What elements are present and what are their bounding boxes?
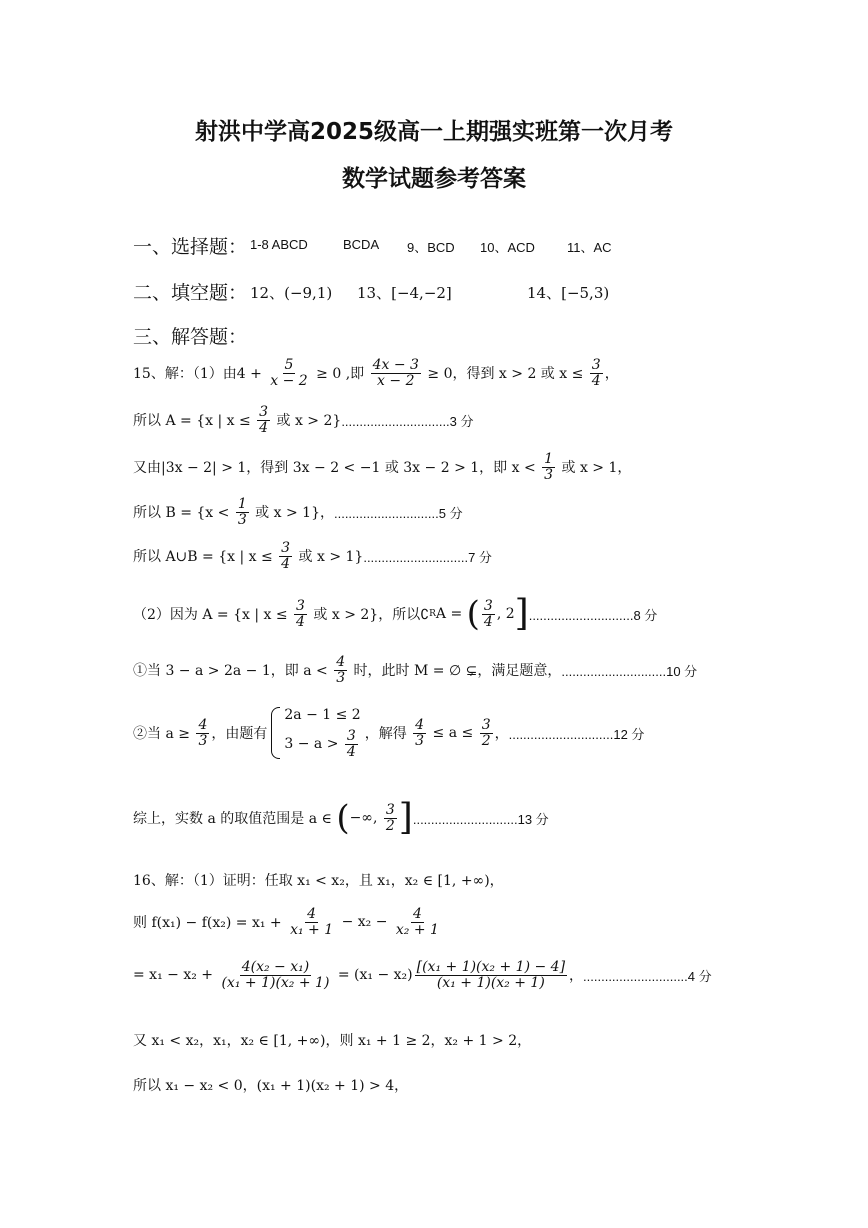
fraction: $\frac{3}{4}$ [296,597,305,630]
text: 所以 A = {x | x ≤ [133,413,256,430]
text: , 2 [496,606,515,622]
answer-9: 9、BCD [407,240,455,255]
text: ≥ 0，得到 x > 2 或 x ≤ [422,366,588,383]
score-dots: .............................13 分 [412,811,549,827]
fraction: $\frac{3}{4}$ [483,597,493,630]
text: 综上，实数 a 的取值范围是 a ∈ [133,811,337,827]
bracket-right: ] [514,593,529,634]
score-dots: .............................4 分 [583,968,712,984]
score-dots: .............................7 分 [363,549,492,565]
text: ①当 3 − a > 2a − 1，即 a < [133,663,333,680]
fraction: $\frac{3}{4}$ [259,404,269,436]
answer-12: 12、(−9,1) [250,284,333,302]
section-label: 三、解答题： [133,326,248,348]
score-dots: .............................10 分 [561,663,698,679]
text: = (x₁ − x₂) [333,967,413,984]
text: 所以 x₁ − x₂ < 0，(x₁ + 1)(x₂ + 1) > 4， [133,1078,409,1094]
text: 16、解：（1）证明：任取 x₁ < x₂，且 x₁，x₂ ∈ [1, +∞)， [133,873,504,889]
fraction: $\frac{4}{3}$ [336,654,346,686]
text: ， [494,726,509,743]
text: 又由|3x − 2| > 1，得到 3x − 2 < −1 或 3x − 2 > 1，即 x < [133,460,541,477]
q15-line-2 [133,405,474,435]
section-fill-blank [133,278,247,305]
exam-subtitle: 数学试题参考答案 [342,166,526,192]
score-dots: .............................12 分 [508,726,645,742]
exam-title: 射洪中学高2025级高一上期强实班第一次月考 [194,119,673,145]
q16-line-1 [133,870,504,890]
text: ， [604,366,619,383]
text: −∞, [349,810,382,826]
system-row: 2a − 1 ≤ 2 [284,707,361,723]
text: 则 f(x₁) − f(x₂) = x₁ + [133,915,287,932]
text: A = [435,606,467,622]
brace-left [271,707,280,759]
q15-line-1 [133,358,619,388]
text: （2）因为 A = {x | x ≤ [133,607,293,623]
text: ，由题有 [211,726,268,743]
fraction: $\frac{4}{\text{x₁ + 1}}$ [290,906,334,938]
fraction: $\frac{4}{3}$ [198,717,208,749]
q16-line-3 [133,960,712,990]
answer-11: 11、AC [567,240,612,255]
bracket-right: ] [398,797,413,838]
fraction: $\frac{\text{[(x₁ + 1)(x₂ + 1) − 4]}}{\text{(x₁ + 1)(x₂ + 1)}}$ [416,959,566,991]
subscript: R [429,609,436,619]
section-label: 二、填空题： [133,282,248,304]
fraction: $\frac{4x - 3}{x - 2}$ [372,357,419,389]
answer-5-8: BCDA [343,237,380,252]
text: 又 x₁ < x₂，x₁，x₂ ∈ [1, +∞)，则 x₁ + 1 ≥ 2，x₂ + 1 > 2， [133,1033,532,1049]
text: 或 x > 2} [272,413,342,430]
fraction: $\frac{1}{3}$ [237,496,247,528]
text: ②当 a ≥ [133,726,195,743]
paren-left: ( [336,798,350,838]
text: − x₂ − [337,914,392,931]
text: 3 − a > [284,736,343,753]
fraction: $\frac{\text{4(x₂ − x₁)}}{\text{(x₁ + 1)(x₂ + 1)}}$ [221,959,330,991]
text: 或 x > 1， [557,460,632,477]
q16-line-4 [133,1030,531,1050]
text: 15、解：（1）由4 + [133,366,267,383]
q15-line-3 [133,452,631,482]
fraction: $\frac{4}{\text{x₂ + 1}}$ [395,906,439,938]
answer-10: 10、ACD [480,240,535,255]
fraction: $\frac{1}{3}$ [544,451,554,483]
q16-line-5 [133,1075,408,1095]
q15-line-8 [133,707,644,759]
system-row [284,729,360,759]
q15-line-7 [133,655,697,685]
score-dots: .............................5 分 [333,505,463,521]
answer-13: 13、[−4,−2] [357,284,452,302]
answer-1-8: 1-8 ABCD [250,237,308,252]
text: 或 x > 1}， [250,505,334,522]
fraction: $\frac{3}{2}$ [481,717,491,749]
text: ，解得 [364,726,412,743]
fraction: $\frac{3}{4}$ [591,357,601,389]
fraction: $\frac{5}{x - 2}$ [270,357,308,389]
q15-line-5 [133,541,492,571]
text: ≤ a ≤ [428,725,478,742]
fraction: $\frac{4}{3}$ [415,717,425,749]
text: ， [569,968,584,985]
fraction: $\frac{3}{2}$ [385,801,395,834]
fraction: $\frac{3}{4}$ [281,540,291,572]
score-dots: ..............................3 分 [341,413,474,429]
q16-line-2 [133,907,443,937]
section-multiple-choice [133,232,247,259]
text: 所以 A∪B = {x | x ≤ [133,549,278,566]
score-dots: .............................8 分 [528,607,658,623]
inequality-system [271,707,360,759]
q15-line-9 [133,797,549,838]
section-solutions [133,322,247,349]
q15-line-4 [133,497,463,527]
paren-left: ( [466,594,480,634]
text: 所以 B = {x < [133,505,234,522]
text: 或 x > 2}，所以∁ [308,607,430,623]
section-label: 一、选择题： [133,236,248,258]
fraction: $\frac{3}{4}$ [346,728,356,760]
text: ≥ 0 ,即 [311,366,369,383]
text: = x₁ − x₂ + [133,967,218,984]
text: 或 x > 1} [294,549,364,566]
answer-14: 14、[−5,3) [527,284,610,302]
text: 时，此时 M = ∅ ⊊，满足题意， [349,663,562,680]
q15-line-6 [133,593,658,634]
